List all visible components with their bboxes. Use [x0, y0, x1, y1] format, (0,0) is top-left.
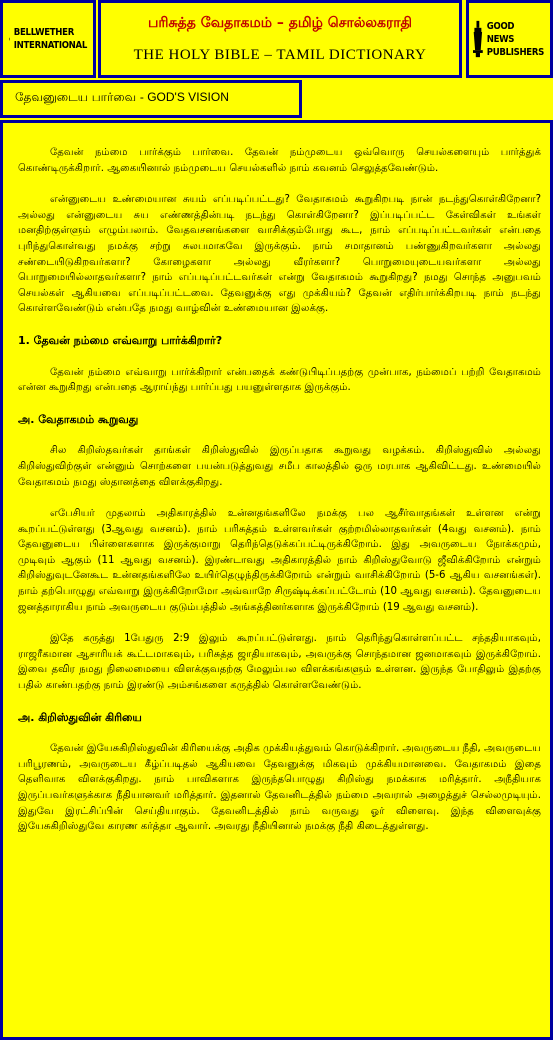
section-heading: அ. கிறிஸ்துவின் கிரியை	[18, 710, 142, 724]
paragraph: என்னுடைய உண்மையான சுயம் எப்படிப்பட்டது? வேதாகமம் கூறுகிறபடி நான் நடந்துகொள்கிறேனா? அல்லது என்னுடைய சுய எண்ணத்தின்படி நடந்து கொள்கிறேனா? இப்படிப்பட்ட கேள்விகள் உங்கள் மனதிற்குள்ளும் எழும்பலாம். வேதவசனங்களை வாசிக்கும்போது கூட, நாம் எப்படிப்பட்டவர்கள் என்பதை புரிந்துகொள்வது நமக்கு சற்று சுலபமாகவே இருக்கும். நாம் சமாதானம் பண்ணுகிறவர்களா அல்லது சண்டையிடுகிறவர்களா? கோழைகளா அல்லது வீரர்களா? பொறுமையுடையவர்களா அல்லது பொறுமையில்லாதவர்களா? நாம் எப்படிப்பட்டவர்கள் என்று வேதாகமம் கூறுகிறது? நமது சொந்த அனுபவம் செயல்கள் ஆகியவை எப்படிப்பட்டவை. தேவனுக்கு எது முக்கியம்? தேவன் எதிர்பார்க்கிறபடி நாம் நடந்து கொள்ளவேண்டும் என்பதே நமது வாழ்வின் உண்மையான இலக்கு.	[18, 194, 541, 315]
left-logo-line1: BELLWETHER	[13, 27, 74, 38]
tamil-title: பரிசுத்த வேதாகமம் – தமிழ் சொல்லகராதி	[148, 15, 412, 31]
section-heading: 1. தேவன் நம்மை எவ்வாறு பார்க்கிறார்?	[18, 333, 223, 347]
bell-icon	[473, 13, 483, 65]
bell-icon	[9, 13, 10, 65]
paragraph: எபேசியர் முதலாம் அதிகாரத்தில் உன்னதங்களிலே நமக்கு பல ஆசீர்வாதங்கள் உள்ளன என்று கூறப்பட்டுள்ளது (3ஆவது வசனம்). நாம் பரிசுத்தம் உள்ளவர்கள் குற்றமில்லாதவர்கள் (4வது வசனம்). நாம் தேவனுடைய பிள்ளைகளாக இருக்குமாறு தெரிந்தெடுக்கப்பட்டிருக்கிறோம். இது அவருடைய நோக்கமும், முடிவும் ஆகும் (11 ஆவது வசனம்). இரண்டாவது அதிகாரத்தில் நாம் கிறிஸ்துவோடு ஜீவிக்கிறோம் என்றும் கிறிஸ்துவுடனேகூட உன்னதங்களிலே உயிர்தெழுந்திருக்கிறோம் என்றும் வாசிக்கிறோம் (5-6 ஆகிய வசனங்கள்). நாம் தற்பொழுது எவ்வாறு இருக்கிறோமோ அவ்வாறே சிருஷ்டிக்கப்பட்டோம் (10 ஆவது வசனம்). தேவனுடைய ஜனத்தாராகிய நாம் அவருடைய குடும்பத்தில் அங்கத்தினர்களாக இருக்கிறோம் (19 ஆவது வசனம்).	[18, 508, 541, 613]
page-header	[0, 0, 553, 80]
paragraph: தேவன் நம்மை எவ்வாறு பார்க்கிறார் என்பதைக் கண்டுபிடிப்பதற்கு முன்பாக, நம்மைப் பற்றி வேதாகமம் என்ன கூறுகிறது என்பதை ஆராய்ந்து பார்ப்பது பயனுள்ளதாக இருக்கும்.	[18, 366, 541, 394]
section-title-english: - GOD'S VISION	[139, 90, 229, 104]
title-banner	[98, 0, 462, 78]
section-heading: அ. வேதாகமம் கூறுவது	[18, 412, 139, 426]
right-logo-line1: GOOD NEWS	[486, 20, 515, 45]
good-news-logo[interactable]	[466, 0, 553, 78]
left-logo-line2: INTERNATIONAL	[13, 40, 87, 51]
article-body	[18, 145, 541, 851]
right-logo-line2: PUBLISHERS	[486, 46, 544, 58]
paragraph: தேவன் இயேசுகிறிஸ்துவின் கிரியைக்கு அதிக முக்கியத்துவம் கொடுக்கிறார். அவருடைய நீதி, அவருடைய பரிபூரணம், அவருடைய கீழ்ப்படிதல் ஆகியவை தேவனுக்கு மிகவும் முக்கியமானவை. வேதாகமம் இதை தெளிவாக விளக்குகிறது. நாம் பாவிகளாக இருந்தபொழுது கிறிஸ்து நமக்காக மரித்தார். அநீதியாக இருப்பவர்களுக்காக நீதியானவர் மரித்தார். இதனால் தேவனிடத்தில் நம்மை அவரால் அழைத்துச் செல்லமுடியும். இதுவே இரட்சிப்பின் செய்தியாகும். தேவனிடத்தில் நாம் வருவது ஓர் விளைவு. இந்த விளைவுக்கு இயேசுகிறிஸ்துவே காரண கர்த்தா ஆவார். அவரது நீதியினால் நமக்கு நீதி கிடைத்துள்ளது.	[18, 743, 542, 833]
bellwether-logo[interactable]	[0, 0, 96, 78]
paragraph: சில கிறிஸ்தவர்கள் தாங்கள் கிறிஸ்துவில் இருப்பதாக கூறுவது வழக்கம். கிறிஸ்துவில் அல்லது கிறிஸ்துவிற்குள் என்னும் சொற்களை பயன்படுத்துவது சமீப காலத்தில் ஒரு மரபாக ஆகிவிட்டது. உண்மையில் வேதாகமம் நமது ஸ்தானத்தை விளக்குகிறது.	[18, 445, 541, 488]
section-title	[15, 90, 229, 106]
english-title: THE HOLY BIBLE – TAMIL DICTIONARY	[133, 47, 427, 63]
paragraph: தேவன் நம்மை பார்க்கும் பார்வை. தேவன் நம்முடைய ஒவ்வொரு செயல்களையும் பார்த்துக் கொண்டிருக்கிறார். ஆகையினால் நம்முடைய செயல்களில் நாம் கவனம் செலுத்தவேண்டும்.	[18, 147, 541, 174]
section-title-box	[0, 80, 302, 118]
section-title-tamil: தேவனுடைய பார்வை	[15, 90, 137, 104]
paragraph: இதே கருத்து 1பேதுரு 2:9 இலும் கூறப்பட்டுள்ளது. நாம் தெரிந்துகொள்ளப்பட்ட சந்ததியாகவும், ராஜரீகமான ஆசாரியக் கூட்டமாகவும், பரிசுத்த ஜாதியாகவும், அவருக்கு சொந்தமான ஜனமாகவும் இருக்கிறோம். இவை தவிர நமது நிலைமையை விளக்குவதற்கு மேலும்பல விளக்கங்களும் உள்ளன. இருந்த போதிலும் இதற்கு பதில் காண்பதற்கு நாம் இரண்டு அம்சங்களை கருத்தில் கொள்ளவேண்டும்.	[18, 633, 541, 692]
